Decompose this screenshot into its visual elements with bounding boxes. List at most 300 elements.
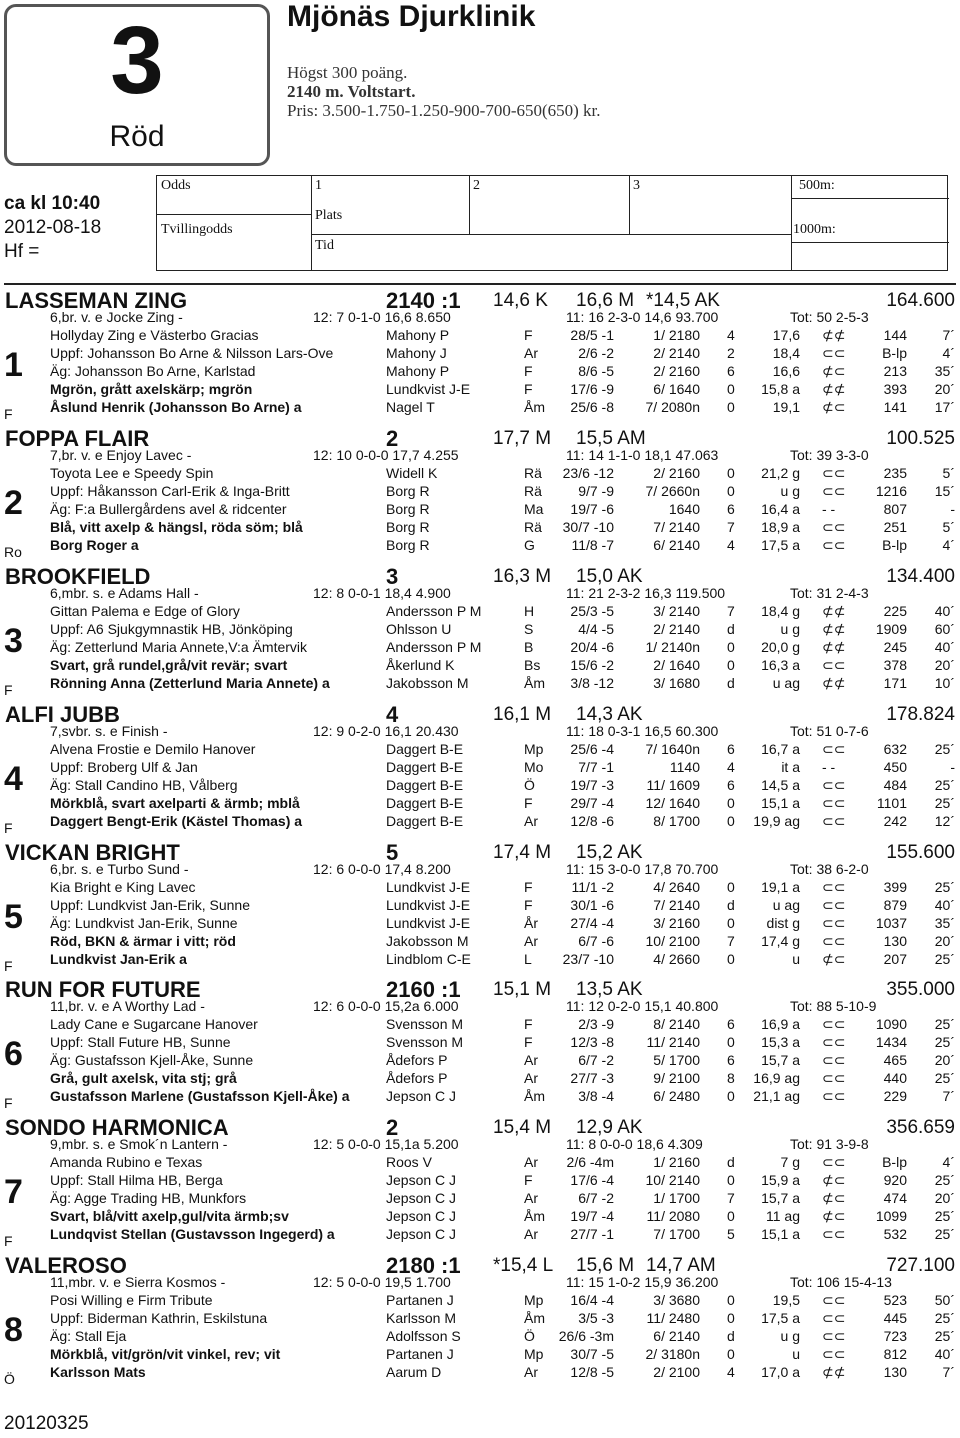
start-odds: 1216 [875,483,907,499]
start-time: 15,1 a [761,1226,800,1242]
horse-colors: Mörkblå, vit/grön/vit vinkel, rev; vit [50,1346,281,1362]
start-shoes: ⊂⊂ [822,741,846,757]
horse-stat-2011: 11: 21 2-3-2 16,3 119.500 [566,585,726,601]
start-track-pos: 6 [727,1052,735,1068]
odds-divider [629,176,630,234]
start-odds: 440 [883,1070,907,1086]
start-prize: 40´ [934,603,955,619]
start-odds: 130 [883,1364,907,1380]
horse-detail: Uppf: A6 Sjukgymnastik HB, Jönköping [50,621,293,637]
horse-record-1: *15,4 L [493,1255,554,1276]
start-odds: 235 [883,465,907,481]
horse-colors: Svart, blå/vitt axelp,gul/vita ärmb;sv [50,1208,289,1224]
start-track: Ar [524,345,538,361]
start-driver: Mahony P [386,327,450,343]
start-date: 16/4 -4 [570,1292,614,1308]
start-date: 28/5 -1 [570,327,614,343]
start-place-dist: 10/ 2100 [645,933,700,949]
start-shoes: ⊂⊂ [822,1034,846,1050]
start-date: 6/7 -2 [578,1190,614,1206]
start-track-pos: 6 [727,363,735,379]
horse-name: RUN FOR FUTURE [5,977,201,1002]
500m-label: 500m: [799,178,835,193]
odds-divider [791,176,792,270]
start-driver: Partanen J [386,1346,454,1362]
horse-stat-2012: 12: 10 0-0-0 17,7 4.255 [313,447,459,463]
horse-record-2: 12,9 AK [576,1117,643,1138]
horse-detail: Äg: Gustafsson Kjell-Åke, Sunne [50,1052,254,1068]
horse-detail: Uppf: Lundkvist Jan-Erik, Sunne [50,897,250,913]
start-driver: Ådefors P [386,1052,448,1068]
start-shoes: ⊄⊄ [822,1364,846,1380]
horse-distance: 5 [386,840,399,865]
odds-divider [157,214,311,215]
start-date: 19/7 -3 [570,777,614,793]
start-shoes: ⊂⊂ [822,519,846,535]
horse-name: ALFI JUBB [5,702,120,727]
horse-detail: Gittan Palema e Edge of Glory [50,603,240,619]
start-place-dist: 3/ 2140 [653,603,700,619]
start-date: 17/6 -9 [570,381,614,397]
start-prize: 20´ [934,657,955,673]
horse-entry [0,564,960,702]
start-place-dist: 3/ 1680 [653,675,700,691]
start-prize: 20´ [934,381,955,397]
horse-detail: Äg: Stall Candino HB, Vålberg [50,777,238,793]
horse-sex: F [4,682,13,698]
start-shoes: ⊂⊂ [822,1310,846,1326]
start-odds: 723 [883,1328,907,1344]
start-driver: Partanen J [386,1292,454,1308]
start-shoes: ⊂⊂ [822,1292,846,1308]
start-odds: 245 [883,639,907,655]
start-track-pos: 7 [727,933,735,949]
horse-trainer: Åslund Henrik (Johansson Bo Arne) a [50,399,302,415]
start-time: u ag [772,675,800,691]
horse-record-2: 15,0 AK [576,566,643,587]
start-track: Åm [524,1088,545,1104]
start-driver: Svensson M [386,1016,464,1032]
horse-total: Tot: 106 15-4-13 [790,1274,892,1290]
start-track: L [524,951,532,967]
horse-detail: Äg: F:a Bullergårdens avel & ridcenter [50,501,287,517]
start-track: F [524,897,533,913]
horse-colors: Grå, gult axelsk, vita stj; grå [50,1070,237,1086]
start-shoes: ⊂⊂ [822,1088,846,1104]
start-driver: Karlsson M [386,1310,457,1326]
horse-info: 7,svbr. s. e Finish - [50,723,168,739]
start-driver: Daggert B-E [386,777,464,793]
start-date: 29/7 -4 [570,795,614,811]
start-prize: 25´ [934,879,955,895]
horse-sex: F [4,1095,13,1111]
start-track-pos: 6 [727,777,735,793]
start-shoes: ⊄⊂ [822,363,846,379]
start-place-dist: 12/ 1640 [645,795,700,811]
start-driver: Jepson C J [386,1088,457,1104]
horse-name: SONDO HARMONICA [5,1115,229,1140]
start-place-dist: 2/ 2140 [653,621,700,637]
start-prize: 40´ [934,639,955,655]
start-odds: 465 [883,1052,907,1068]
start-track: Ar [524,1154,538,1170]
horse-stat-2011: 11: 14 1-1-0 18,1 47.063 [566,447,719,463]
start-odds: 207 [883,951,907,967]
start-prize: 15´ [934,483,955,499]
start-shoes: ⊂⊂ [822,1052,846,1068]
start-prize: 4´ [942,537,955,553]
horse-detail: Toyota Lee e Speedy Spin [50,465,214,481]
start-driver: Aarum D [386,1364,442,1380]
start-driver: Lundkvist J-E [386,381,471,397]
start-driver: Borg R [386,519,430,535]
start-track: Ö [524,1328,535,1344]
start-date: 30/7 -10 [562,519,614,535]
start-driver: Ådefors P [386,1070,448,1086]
start-date: 23/6 -12 [562,465,614,481]
horse-entry [0,1115,960,1253]
horse-total: Tot: 31 2-4-3 [790,585,869,601]
start-place-dist: 6/ 2140 [653,537,700,553]
start-place-dist: 2/ 2140 [653,345,700,361]
start-time: 19,1 [772,399,800,415]
horse-trainer: Daggert Bengt-Erik (Kästel Thomas) a [50,813,303,829]
start-track: F [524,363,533,379]
horse-earnings: 355.000 [886,979,955,1000]
start-time: 19,1 a [761,879,800,895]
horse-trainer: Karlsson Mats [50,1364,146,1380]
start-place-dist: 1/ 1700 [653,1190,700,1206]
start-track-pos: 0 [727,381,735,397]
start-track: Mp [524,1292,544,1308]
start-prize: 25´ [934,1310,955,1326]
horse-stat-2011: 11: 18 0-3-1 16,5 60.300 [566,723,719,739]
horse-entry [0,977,960,1115]
start-track-pos: 7 [727,519,735,535]
start-prize: 7´ [942,1088,955,1104]
start-date: 25/3 -5 [570,603,614,619]
start-track-pos: 7 [727,1190,735,1206]
start-odds: 920 [883,1172,907,1188]
1000m-label: 1000m: [793,222,836,237]
start-place-dist: 1/ 2160 [653,1154,700,1170]
horse-earnings: 155.600 [886,842,955,863]
start-odds: B-lp [882,537,907,553]
start-track: F [524,381,533,397]
start-time: u g [780,483,800,499]
start-date: 27/7 -1 [570,1226,614,1242]
start-track: Rä [524,483,542,499]
start-time: 16,3 a [761,657,800,673]
start-prize: 12´ [934,813,955,829]
start-date: 27/4 -4 [570,915,614,931]
start-track-pos: 6 [727,741,735,757]
horse-record-3: 14,7 AM [646,1255,716,1276]
start-time: it a [781,759,800,775]
start-driver: Lundkvist J-E [386,915,471,931]
start-track: År [524,915,538,931]
horse-distance: 2 [386,1115,399,1140]
race-date: 2012-08-18 [4,217,102,238]
start-time: u [792,951,800,967]
start-odds: 242 [883,813,907,829]
start-odds: 144 [883,327,907,343]
start-shoes: ⊂⊂ [822,915,846,931]
horse-sex: Ö [4,1371,15,1387]
start-place-dist: 7/ 2140 [653,519,700,535]
start-prize: 25´ [934,1016,955,1032]
horse-colors: Röd, BKN & ärmar i vitt; röd [50,933,236,949]
horse-record-1: 16,3 M [493,566,552,587]
start-track-pos: 0 [727,399,735,415]
horse-distance: 2160 :1 [386,977,461,1002]
start-track-pos: d [727,1154,735,1170]
horse-record-1: 17,7 M [493,428,552,449]
start-odds: 229 [883,1088,907,1104]
start-track: Ar [524,1190,538,1206]
start-date: 12/3 -8 [570,1034,614,1050]
start-track: Ar [524,813,538,829]
start-prize: 25´ [934,951,955,967]
start-prize: 10´ [934,675,955,691]
start-prize: 17´ [934,399,955,415]
start-odds: 532 [883,1226,907,1242]
start-date: 17/6 -4 [570,1172,614,1188]
horse-detail: Lady Cane e Sugarcane Hanover [50,1016,258,1032]
start-place-dist: 11/ 2140 [646,1034,700,1050]
start-driver: Mahony J [386,345,447,361]
horse-record-2: 16,6 M [576,290,635,311]
start-time: 18,4 g [761,603,800,619]
start-time: 15,3 a [761,1034,800,1050]
start-prize: 20´ [934,1052,955,1068]
start-track-pos: d [727,897,735,913]
start-odds: 225 [883,603,907,619]
horse-info: 11,mbr. v. e Sierra Kosmos - [50,1274,226,1290]
start-driver: Nagel T [386,399,435,415]
start-track: F [524,879,533,895]
start-odds: 130 [883,933,907,949]
start-shoes: ⊂⊂ [822,1016,846,1032]
horse-entry [0,288,960,426]
start-place-dist: 2/ 2160 [653,465,700,481]
start-time: 16,6 [772,363,800,379]
start-prize: 25´ [934,795,955,811]
twin-odds-label: Tvillingodds [161,222,233,237]
start-track: Åm [524,1208,545,1224]
start-track: Ar [524,1070,538,1086]
start-track-pos: 0 [727,795,735,811]
start-date: 12/8 -5 [570,1364,614,1380]
start-time: 20,0 g [761,639,800,655]
start-time: 15,8 a [761,381,800,397]
start-date: 11/1 -2 [571,879,614,895]
horse-record-1: 15,4 M [493,1117,552,1138]
start-place-dist: 2/ 2100 [653,1364,700,1380]
start-odds: 1434 [875,1034,907,1050]
horse-name: LASSEMAN ZING [5,288,188,313]
start-track-pos: 4 [727,327,735,343]
race-condition-distance: 2140 m. Voltstart. [287,82,416,101]
race-time: ca kl 10:40 [4,193,101,214]
horse-distance: 2 [386,426,399,451]
start-prize: 25´ [934,777,955,793]
odds-divider [311,176,312,270]
start-track-pos: 0 [727,483,735,499]
start-track-pos: 4 [727,759,735,775]
start-place-dist: 10/ 2140 [645,1172,700,1188]
start-track: Ö [524,777,535,793]
start-place-dist: 1140 [669,759,700,775]
start-track-pos: d [727,621,735,637]
start-place-dist: 9/ 2100 [653,1070,700,1086]
start-prize: 40´ [934,1346,955,1362]
start-place-dist: 4/ 2640 [653,879,700,895]
start-odds: B-lp [882,1154,907,1170]
horse-earnings: 178.824 [886,704,955,725]
odds-label: Odds [161,178,191,193]
start-driver: Åkerlund K [386,657,455,673]
start-place-dist: 4/ 2660 [653,951,700,967]
horse-detail: Uppf: Johansson Bo Arne & Nilsson Lars-Ove [50,345,334,361]
horse-stat-2011: 11: 8 0-0-0 18,6 4.309 [566,1136,703,1152]
start-prize: - [950,501,955,517]
race-number-box [4,4,270,166]
start-shoes: ⊂⊂ [822,465,846,481]
start-place-dist: 7/ 2080n [645,399,700,415]
race-condition-prizes: Pris: 3.500-1.750-1.250-900-700-650(650) kr. [287,101,601,120]
start-time: 15,1 a [761,795,800,811]
horse-info: 6,br. s. e Turbo Sund - [50,861,189,877]
horse-colors: Blå, vitt axelp & hängsl, röda söm; blå [50,519,303,535]
start-track-pos: 0 [727,951,735,967]
horse-info: 11,br. v. e A Worthy Lad - [50,998,205,1014]
horse-info: 7,br. v. e Enjoy Lavec - [50,447,192,463]
horse-start-number: 7 [4,1173,23,1211]
start-date: 23/7 -10 [562,951,614,967]
race-condition-points: Högst 300 poäng. [287,63,408,82]
start-date: 2/3 -9 [578,1016,614,1032]
start-track-pos: 8 [727,1070,735,1086]
horse-start-number: 4 [4,760,23,798]
start-odds: 399 [883,879,907,895]
start-track: Ar [524,933,538,949]
start-prize: - [950,759,955,775]
start-prize: 25´ [934,741,955,757]
horse-record-1: 17,4 M [493,842,552,863]
start-driver: Lundkvist J-E [386,879,471,895]
start-track-pos: 6 [727,1016,735,1032]
odds-divider [311,234,791,235]
start-prize: 60´ [934,621,955,637]
start-track-pos: 0 [727,1088,735,1104]
horse-record-2: 13,5 AK [576,979,643,1000]
start-place-dist: 7/ 1640n [645,741,700,757]
start-track-pos: 2 [727,345,735,361]
start-odds: 213 [883,363,907,379]
horse-entry [0,1253,960,1391]
horse-colors: Mörkblå, svart axelparti & ärmb; mblå [50,795,300,811]
horse-detail: Alvena Frostie e Demilo Hanover [50,741,256,757]
start-time: 16,7 a [761,741,800,757]
start-odds: 1101 [876,795,907,811]
start-track: Mo [524,759,544,775]
header-divider [4,283,956,285]
horse-start-number: 6 [4,1035,23,1073]
start-time: 11 ag [766,1208,800,1224]
start-place-dist: 11/ 1609 [646,777,700,793]
horse-stat-2012: 12: 5 0-0-0 15,1a 5.200 [313,1136,459,1152]
start-prize: 25´ [934,1328,955,1344]
start-prize: 7´ [942,1364,955,1380]
start-place-dist: 1640 [668,501,700,517]
start-place-dist: 5/ 1700 [653,1052,700,1068]
horse-detail: Äg: Johansson Bo Arne, Karlstad [50,363,256,379]
horse-name: FOPPA FLAIR [5,426,150,451]
horse-detail: Amanda Rubino e Texas [50,1154,203,1170]
horse-total: Tot: 51 0-7-6 [790,723,869,739]
start-date: 19/7 -4 [570,1208,614,1224]
start-driver: Lundkvist J-E [386,897,471,913]
start-date: 6/7 -2 [578,1052,614,1068]
start-shoes: ⊂⊂ [822,933,846,949]
start-time: 17,0 a [761,1364,800,1380]
horse-total: Tot: 50 2-5-3 [790,309,869,325]
horse-total: Tot: 39 3-3-0 [790,447,869,463]
start-track: Ma [524,501,544,517]
horse-stat-2012: 12: 8 0-0-1 18,4 4.900 [313,585,451,601]
start-driver: Daggert B-E [386,759,464,775]
start-track: B [524,639,534,655]
start-track-pos: 0 [727,879,735,895]
start-shoes: ⊄⊂ [822,1190,846,1206]
start-time: 7 g [780,1154,800,1170]
horse-start-number: 5 [4,898,23,936]
start-track: S [524,621,534,637]
start-date: 7/7 -1 [578,759,614,775]
start-shoes: ⊂⊂ [822,897,846,913]
horse-record-2: 15,2 AK [576,842,643,863]
start-prize: 40´ [934,897,955,913]
start-shoes: ⊂⊂ [822,879,846,895]
start-odds: 141 [883,399,907,415]
start-driver: Daggert B-E [386,813,464,829]
start-time: 21,2 g [761,465,800,481]
start-prize: 5´ [942,519,955,535]
horse-stat-2012: 12: 6 0-0-0 17,4 8.200 [313,861,451,877]
start-place-dist: 6/ 2480 [653,1088,700,1104]
start-driver: Svensson M [386,1034,464,1050]
start-prize: 4´ [942,1154,955,1170]
place-3-label: 3 [633,178,640,193]
horse-distance: 2180 :1 [386,1253,461,1278]
horse-sex: F [4,820,13,836]
horse-trainer: Borg Roger a [50,537,139,553]
start-shoes: ⊄⊂ [822,1172,846,1188]
start-odds: 378 [883,657,907,673]
race-conditions [287,63,601,120]
horse-earnings: 134.400 [886,566,955,587]
start-time: 18,9 a [761,519,800,535]
horse-entry [0,840,960,978]
horse-detail: Äg: Agge Trading HB, Munkfors [50,1190,247,1206]
start-shoes: ⊂⊂ [822,1346,846,1362]
start-date: 3/8 -4 [578,1088,614,1104]
start-time: u g [780,1328,800,1344]
start-track-pos: d [727,1328,735,1344]
start-driver: Widell K [386,465,438,481]
start-track-pos: 6 [727,501,735,517]
